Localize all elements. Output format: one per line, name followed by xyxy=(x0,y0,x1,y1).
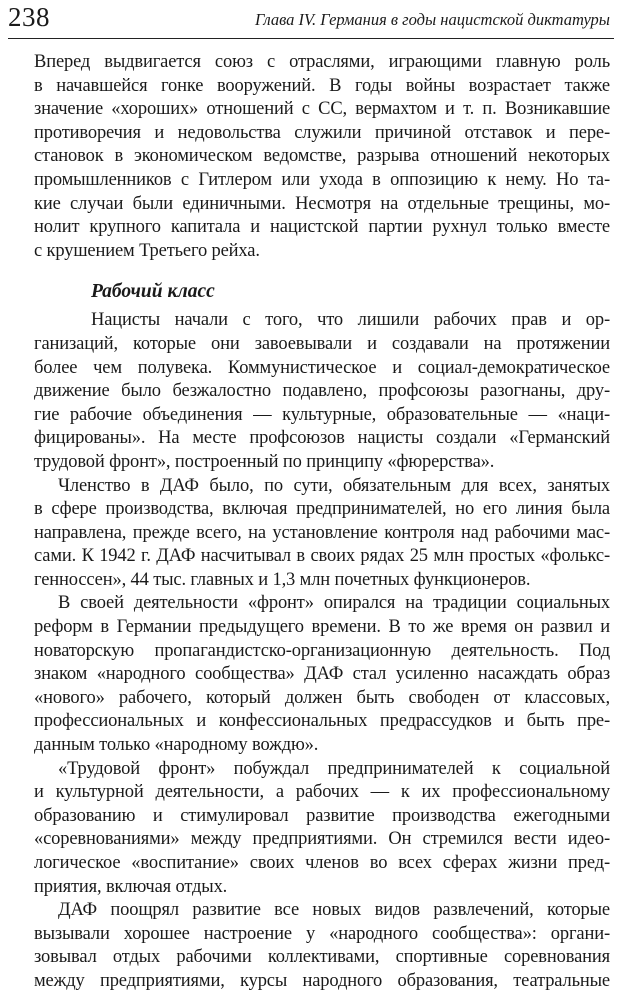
paragraph xyxy=(34,309,610,474)
text-line: образованию и стимулировал развитие производства ежегодными xyxy=(34,805,610,826)
text-line: новаторскую пропагандистско-организационную деятельность. Под xyxy=(34,640,610,661)
text-line: нолит крупного капитала и нацистской партии рухнул только вместе xyxy=(34,217,610,238)
text-line: Членство в ДАФ было, по сути, обязательным для всех, занятых xyxy=(58,475,610,496)
text-line: направлена, прежде всего, на установление контроля над рабочими мас- xyxy=(34,522,610,543)
text-line: «соревнованиями» между предприятиями. Он стремился вести идео- xyxy=(34,829,610,850)
text-line: вызывали хорошее настроение у «народного сообщества»: органи- xyxy=(34,923,610,944)
text-line: генноссен», 44 тыс. главных и 1,3 млн почетных функционеров. xyxy=(34,569,531,590)
text-line: приятия, включая отдых. xyxy=(34,876,228,897)
text-line: «Трудовой фронт» побуждал предпринимателей к социальной xyxy=(58,758,610,779)
section-heading: Рабочий класс xyxy=(91,281,215,303)
text-line: фицированы». На месте профсоюзов нацисты создали «Германский xyxy=(34,428,610,449)
text-line: между предприятиями, курсы народного образования, театральные xyxy=(34,970,610,991)
text-line: кие случаи были единичными. Несмотря на отдельные трещины, мо- xyxy=(34,193,610,214)
header-divider xyxy=(8,38,614,39)
text-line: логическое «воспитание» своих членов во всех сферах жизни пред- xyxy=(34,853,610,873)
text-line: более чем полувека. Коммунистическое и социал-демократическое xyxy=(34,357,610,378)
text-line: ДАФ поощрял развитие все новых видов развлечений, которые xyxy=(58,900,610,921)
text-line: данным только «народному вождю». xyxy=(34,735,319,756)
paragraph xyxy=(34,592,610,757)
text-line: значение «хороших» отношений с СС, вермахтом и т. п. Возникавшие xyxy=(34,99,610,120)
text-line: Нацисты начали с того, что лишили рабочих прав и ор- xyxy=(91,310,610,331)
paragraph xyxy=(34,51,610,263)
text-line: и культурной деятельности, а рабочих — к их профессиональному xyxy=(34,782,610,803)
text-line: Вперед выдвигается союз с отраслями, играющими главную роль xyxy=(34,52,610,72)
text-line: реформ в Германии предыдущего времени. В то же время он развил и xyxy=(34,617,610,638)
text-line: с крушением Третьего рейха. xyxy=(34,240,260,261)
paragraph xyxy=(34,475,610,593)
running-head: Глава IV. Германия в годы нацистской диктатуры xyxy=(254,10,610,29)
text-line: профессиональных и конфессиональных предрассудков и быть пре- xyxy=(34,711,610,732)
text-line: сами. К 1942 г. ДАФ насчитывал в своих рядах 25 млн простых «фолькс- xyxy=(34,546,610,567)
text-line: промышленников с Гитлером или ухода в оппозицию к нему. Но та- xyxy=(34,169,610,190)
text-line: в сфере производства, включая предпринимателей, но его линия была xyxy=(34,499,610,520)
body-text xyxy=(34,51,610,994)
text-line: гие рабочие объединения — культурные, образовательные — «наци- xyxy=(34,404,610,425)
text-line: противоречия и недовольства служили причиной отставок и пере- xyxy=(34,122,610,143)
text-line: становок в экономическом ведомстве, разрыва отношений некоторых xyxy=(34,146,610,167)
text-line: движение было безжалостно подавлено, профсоюзы разогнаны, дру- xyxy=(34,381,610,402)
text-line: трудовой фронт», построенный по принципу «фюрерства». xyxy=(34,451,495,472)
text-line: в начавшейся гонке вооружений. В годы войны возрастает также xyxy=(34,75,610,96)
paragraph xyxy=(34,899,610,993)
page-header xyxy=(8,4,614,38)
paragraph xyxy=(34,758,610,900)
text-line: ганизаций, которые они завоевывали и создавали на протяжении xyxy=(34,333,610,354)
text-line: В своей деятельности «фронт» опирался на традиции социальных xyxy=(58,593,610,614)
text-line: зовывал отдых рабочими коллективами, спортивные соревнования xyxy=(34,947,610,968)
text-line: «нового» рабочего, который должен быть свободен от классовых, xyxy=(34,687,610,708)
page-number: 238 xyxy=(8,2,50,32)
text-line: знаком «народного сообщества» ДАФ стал усиленно насаждать образ xyxy=(34,664,610,685)
